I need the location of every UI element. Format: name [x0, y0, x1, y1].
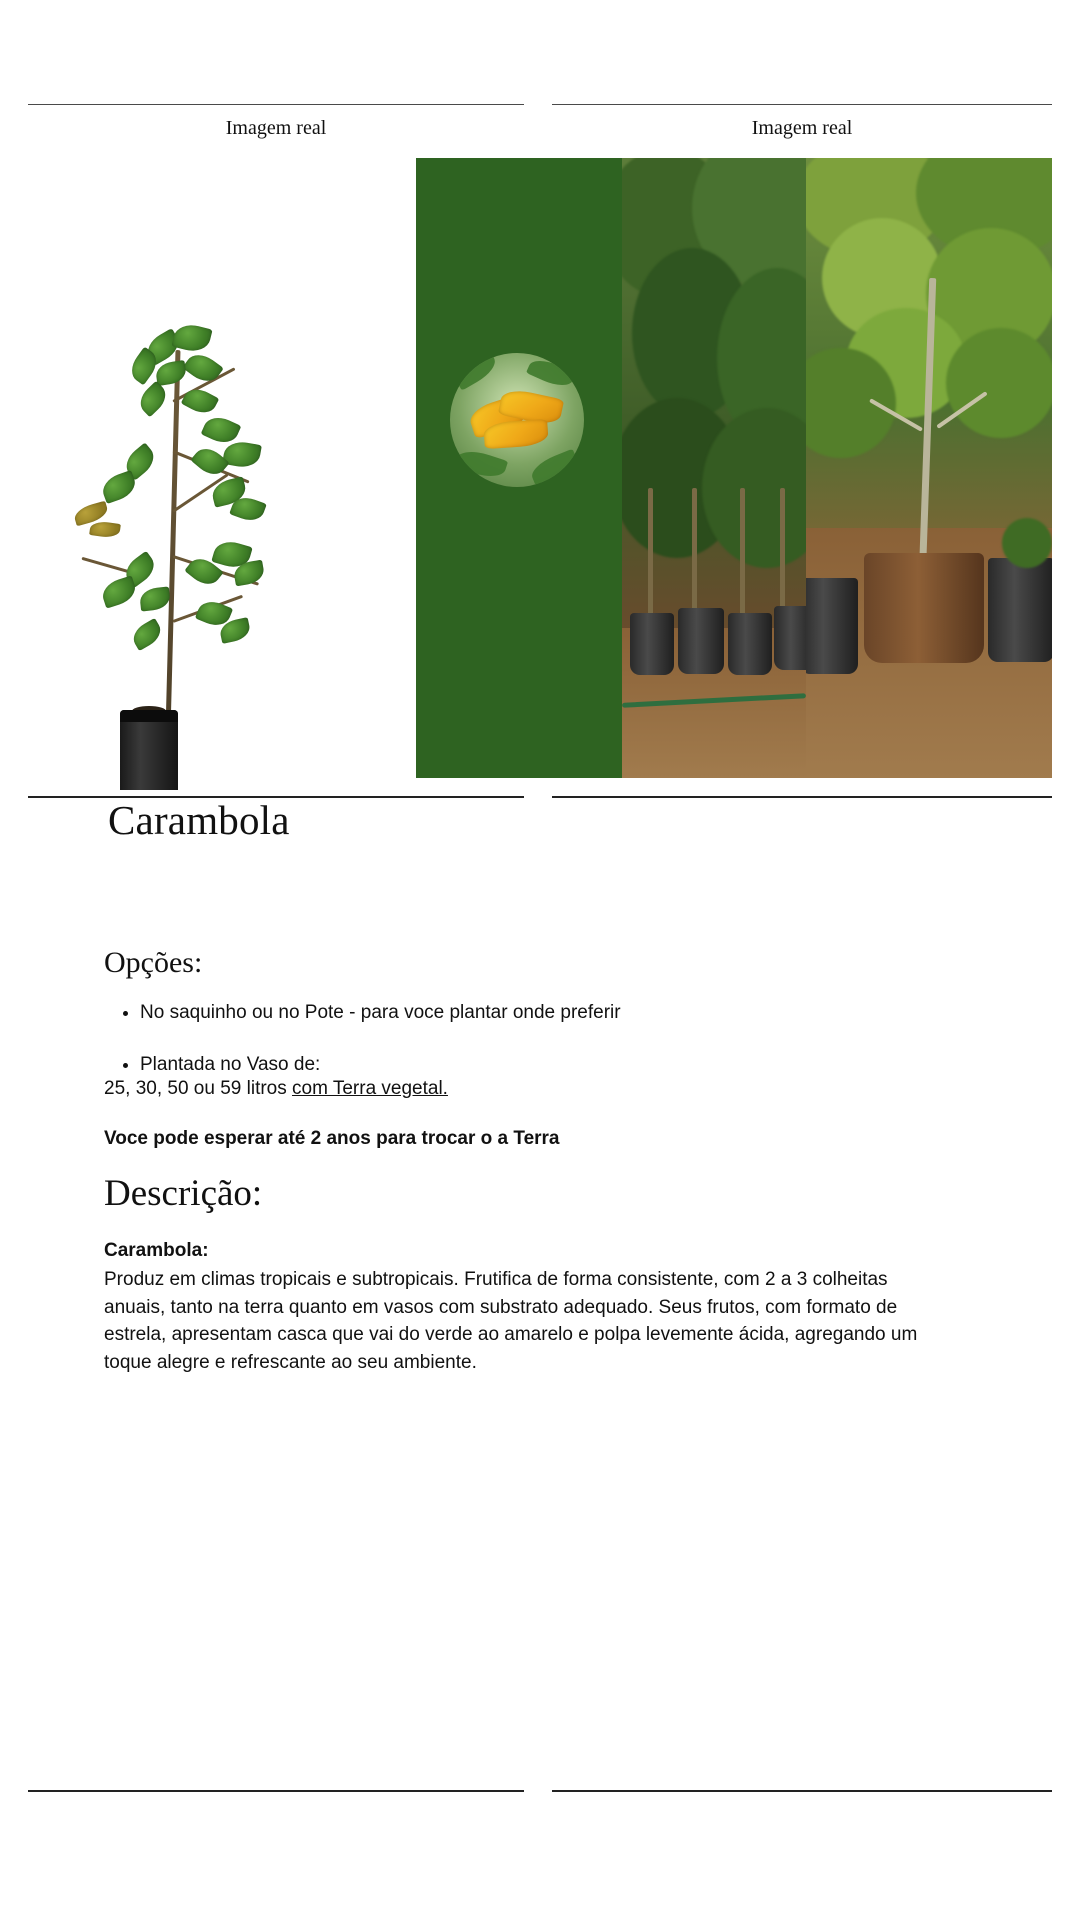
description-label: Carambola: [104, 1240, 209, 1261]
pot [864, 553, 984, 663]
trunk [692, 488, 697, 618]
pot [806, 578, 858, 674]
pot [988, 558, 1052, 662]
leaf [182, 348, 224, 387]
nursery-bag [120, 710, 178, 790]
pot [728, 613, 772, 675]
leaf [181, 384, 220, 418]
leaf [452, 353, 500, 391]
divider-mid-right [552, 796, 1052, 798]
leaf [155, 360, 188, 386]
pot [774, 606, 806, 670]
starfruit-photo [450, 353, 584, 487]
options-sizes [104, 1078, 448, 1100]
green-panel [416, 158, 622, 778]
trunk [780, 488, 785, 618]
leaf [99, 575, 139, 608]
divider-bottom-right [552, 1790, 1052, 1792]
list-item: • Plantada no Vaso de: [140, 1052, 960, 1078]
leaf [139, 586, 171, 611]
leaf [222, 439, 262, 470]
pot [678, 608, 724, 674]
nursery-photo-strip [416, 158, 1052, 778]
nursery-rows-photo [622, 158, 806, 778]
foliage [946, 328, 1052, 438]
leaf [526, 355, 576, 392]
description-heading: Descrição: [104, 1173, 263, 1214]
trunk [740, 488, 745, 618]
options-heading: Opções: [104, 946, 203, 979]
caption-left: Imagem real [225, 117, 327, 139]
branch [81, 557, 128, 573]
leaf [129, 618, 165, 651]
potted-tree-photo [806, 158, 1052, 778]
sizes-text: 25, 30, 50 ou 59 litros [104, 1078, 293, 1099]
leaf [99, 470, 139, 504]
divider-top-right [552, 104, 1052, 105]
page-title: Carambola [108, 797, 290, 843]
caption-right: Imagem real [751, 117, 853, 139]
leaf [454, 446, 508, 482]
list-item: • No saquinho ou no Pote - para voce plantar onde preferir [140, 1000, 960, 1026]
options-note: Voce pode esperar até 2 anos para trocar o a Terra [104, 1128, 560, 1149]
foliage [1002, 518, 1052, 568]
divider-top-left [28, 104, 524, 105]
sizes-underlined: com Terra vegetal. [292, 1078, 448, 1099]
description-body: Produz em climas tropicais e subtropicais. Frutifica de forma consistente, com 2 a 3 colheitas anuais, tanto na terra quanto em vasos com substrato adequado. Seus frutos, com formato de estrela, apresentam casca que vai do verde ao amarelo e polpa levemente ácida, agregando um toque alegre e refrescante ao seu ambiente. [104, 1269, 918, 1373]
trunk [648, 488, 653, 618]
leaf [528, 449, 580, 486]
dry-leaf [89, 520, 121, 539]
pot [630, 613, 674, 675]
leaf [135, 381, 172, 418]
divider-bottom-left [28, 1790, 524, 1792]
